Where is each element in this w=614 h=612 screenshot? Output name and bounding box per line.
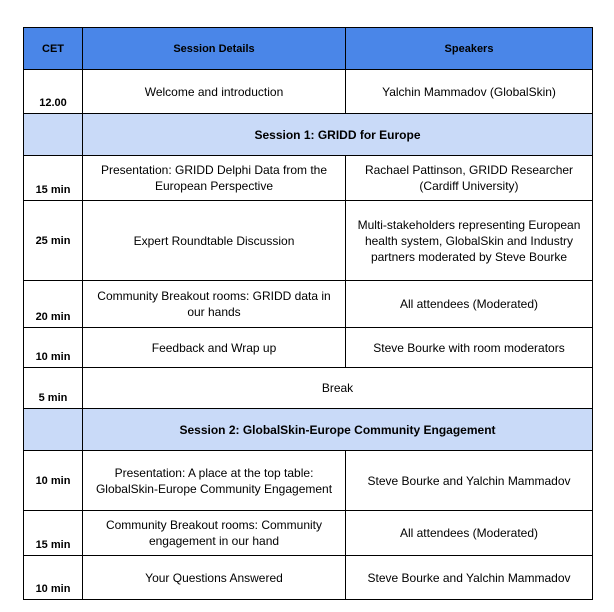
cet-cell-empty [24,409,83,451]
session-title: Session 1: GRIDD for Europe [83,114,593,156]
header-session-details: Session Details [83,28,346,70]
details-cell: Expert Roundtable Discussion [83,201,346,281]
table-row [24,201,593,281]
speakers-cell: Multi-stakeholders representing European health system, GlobalSkin and Industry partners moderated by Steve Bourke [346,201,593,281]
details-cell: Feedback and Wrap up [83,328,346,368]
cet-cell: 15 min [24,511,83,556]
details-cell: Presentation: GRIDD Delphi Data from the European Perspective [83,156,346,201]
table-row [24,451,593,511]
table-row [24,156,593,201]
session-row [24,114,593,156]
cet-cell: 10 min [24,556,83,600]
agenda-container [23,27,593,600]
speakers-cell: Steve Bourke and Yalchin Mammadov [346,556,593,600]
cet-cell: 10 min [24,328,83,368]
cet-cell: 20 min [24,281,83,328]
speakers-cell: Steve Bourke and Yalchin Mammadov [346,451,593,511]
cet-cell: 10 min [24,451,83,511]
speakers-cell: Steve Bourke with room moderators [346,328,593,368]
break-cell: Break [83,368,593,409]
table-row [24,556,593,600]
cet-cell: 12.00 [24,70,83,114]
details-cell: Welcome and introduction [83,70,346,114]
details-cell: Community Breakout rooms: Community engagement in our hand [83,511,346,556]
header-row [24,28,593,70]
cet-cell: 25 min [24,201,83,281]
speakers-cell: All attendees (Moderated) [346,511,593,556]
speakers-cell: Rachael Pattinson, GRIDD Researcher (Cardiff University) [346,156,593,201]
table-row [24,281,593,328]
header-speakers: Speakers [346,28,593,70]
details-cell: Presentation: A place at the top table: GlobalSkin-Europe Community Engagement [83,451,346,511]
cet-cell: 5 min [24,368,83,409]
cet-cell-empty [24,114,83,156]
speakers-cell: Yalchin Mammadov (GlobalSkin) [346,70,593,114]
agenda-table [23,27,593,600]
session-title: Session 2: GlobalSkin-Europe Community Engagement [83,409,593,451]
table-row [24,328,593,368]
speakers-cell: All attendees (Moderated) [346,281,593,328]
details-cell: Your Questions Answered [83,556,346,600]
session-row [24,409,593,451]
cet-cell: 15 min [24,156,83,201]
break-row [24,368,593,409]
header-cet: CET [24,28,83,70]
table-row [24,70,593,114]
details-cell: Community Breakout rooms: GRIDD data in our hands [83,281,346,328]
table-row [24,511,593,556]
